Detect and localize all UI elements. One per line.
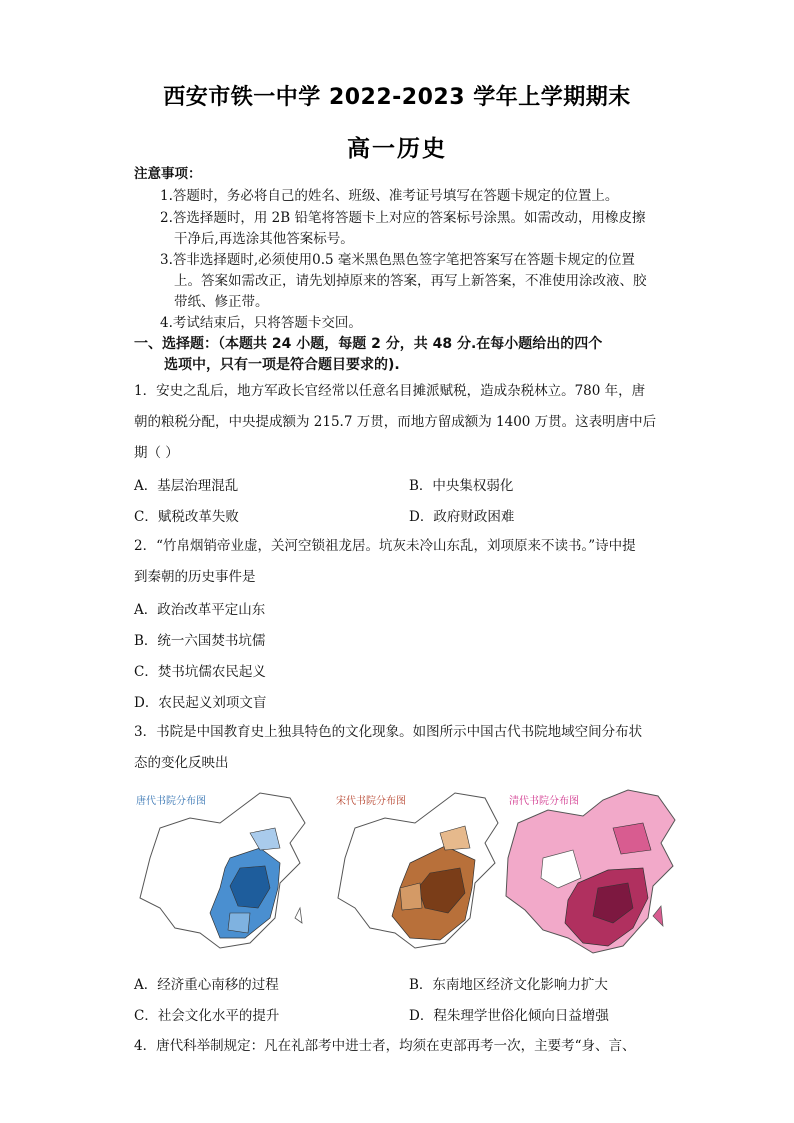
notice-item: 3.答非选择题时,必须使用0.5 毫米黑色黑色签字笔把答案写在答题卡规定的位置	[160, 252, 635, 268]
song-map-title: 宋代书院分布图	[336, 796, 406, 807]
tang-map-graphic	[130, 788, 315, 958]
notice-item: 2.答选择题时，用 2B 铅笔将答题卡上对应的答案标号涂黑。如需改动，用橡皮擦	[160, 210, 646, 226]
question-1-text: 期（ ）	[134, 445, 179, 461]
section-heading-cont: 选项中，只有一项是符合题目要求的).	[164, 357, 400, 373]
q3-option-b: B．东南地区经济文化影响力扩大	[409, 977, 608, 993]
notice-item: 带纸、修正带。	[174, 294, 269, 310]
notice-item: 上。答案如需改正，请先划掉原来的答案，再写上新答案，不准使用涂改液、胶	[174, 273, 647, 289]
notice-item: 1.答题时，务必将自己的姓名、班级、准考证号填写在答题卡规定的位置上。	[160, 188, 619, 204]
q2-option-a: A．政治改革平定山东	[134, 602, 266, 618]
exam-subject: 高一历史	[347, 136, 447, 162]
notice-item: 4.考试结束后，只将答题卡交回。	[160, 315, 362, 331]
q2-option-d: D．农民起义刘项文盲	[134, 695, 267, 711]
tang-academy-map	[130, 788, 315, 958]
question-2-text: 2．“竹帛烟销帝业虚，关河空锁祖龙居。坑灰未冷山东乱，刘项原来不读书。”诗中提	[134, 538, 636, 554]
q1-option-a: A．基层治理混乱	[134, 478, 239, 494]
q3-option-a: A．经济重心南移的过程	[134, 977, 279, 993]
q3-option-c: C．社会文化水平的提升	[134, 1008, 280, 1024]
question-1-text: 1．安史之乱后，地方军政长官经常以任意名目摊派赋税，造成杂税林立。780 年，唐	[134, 383, 646, 399]
q3-option-d: D．程朱理学世俗化倾向日益增强	[409, 1008, 609, 1024]
q1-option-c: C．赋税改革失败	[134, 509, 239, 525]
question-3-text: 3．书院是中国教育史上独具特色的文化现象。如图所示中国古代书院地域空间分布状	[134, 724, 643, 740]
notice-heading: 注意事项：	[134, 166, 202, 182]
qing-map-graphic	[503, 788, 683, 958]
question-4-text: 4．唐代科举制规定：凡在礼部考中进士者，均须在吏部再考一次，主要考“身、言、	[134, 1038, 636, 1054]
q2-option-b: B．统一六国焚书坑儒	[134, 633, 266, 649]
notice-item: 干净后,再选涂其他答案标号。	[174, 231, 354, 247]
q2-option-c: C．焚书坑儒农民起义	[134, 664, 266, 680]
section-heading: 一、选择题：（本题共 24 小题，每题 2 分，共 48 分.在每小题给出的四个	[134, 336, 603, 352]
question-1-text: 朝的粮税分配，中央提成额为 215.7 万贯，而地方留成额为 1400 万贯。这表明唐中后	[134, 414, 657, 430]
question-3-text: 态的变化反映出	[134, 755, 229, 771]
song-map-graphic	[330, 788, 502, 958]
qing-map-title: 清代书院分布图	[509, 796, 579, 807]
song-academy-map	[330, 788, 502, 958]
qing-academy-map	[503, 788, 683, 958]
q1-option-d: D．政府财政困难	[409, 509, 515, 525]
tang-map-title: 唐代书院分布图	[136, 796, 206, 807]
q1-option-b: B．中央集权弱化	[409, 478, 514, 494]
question-2-text: 到秦朝的历史事件是	[134, 569, 256, 585]
exam-title: 西安市铁一中学 2022-2023 学年上学期期末	[163, 85, 631, 110]
